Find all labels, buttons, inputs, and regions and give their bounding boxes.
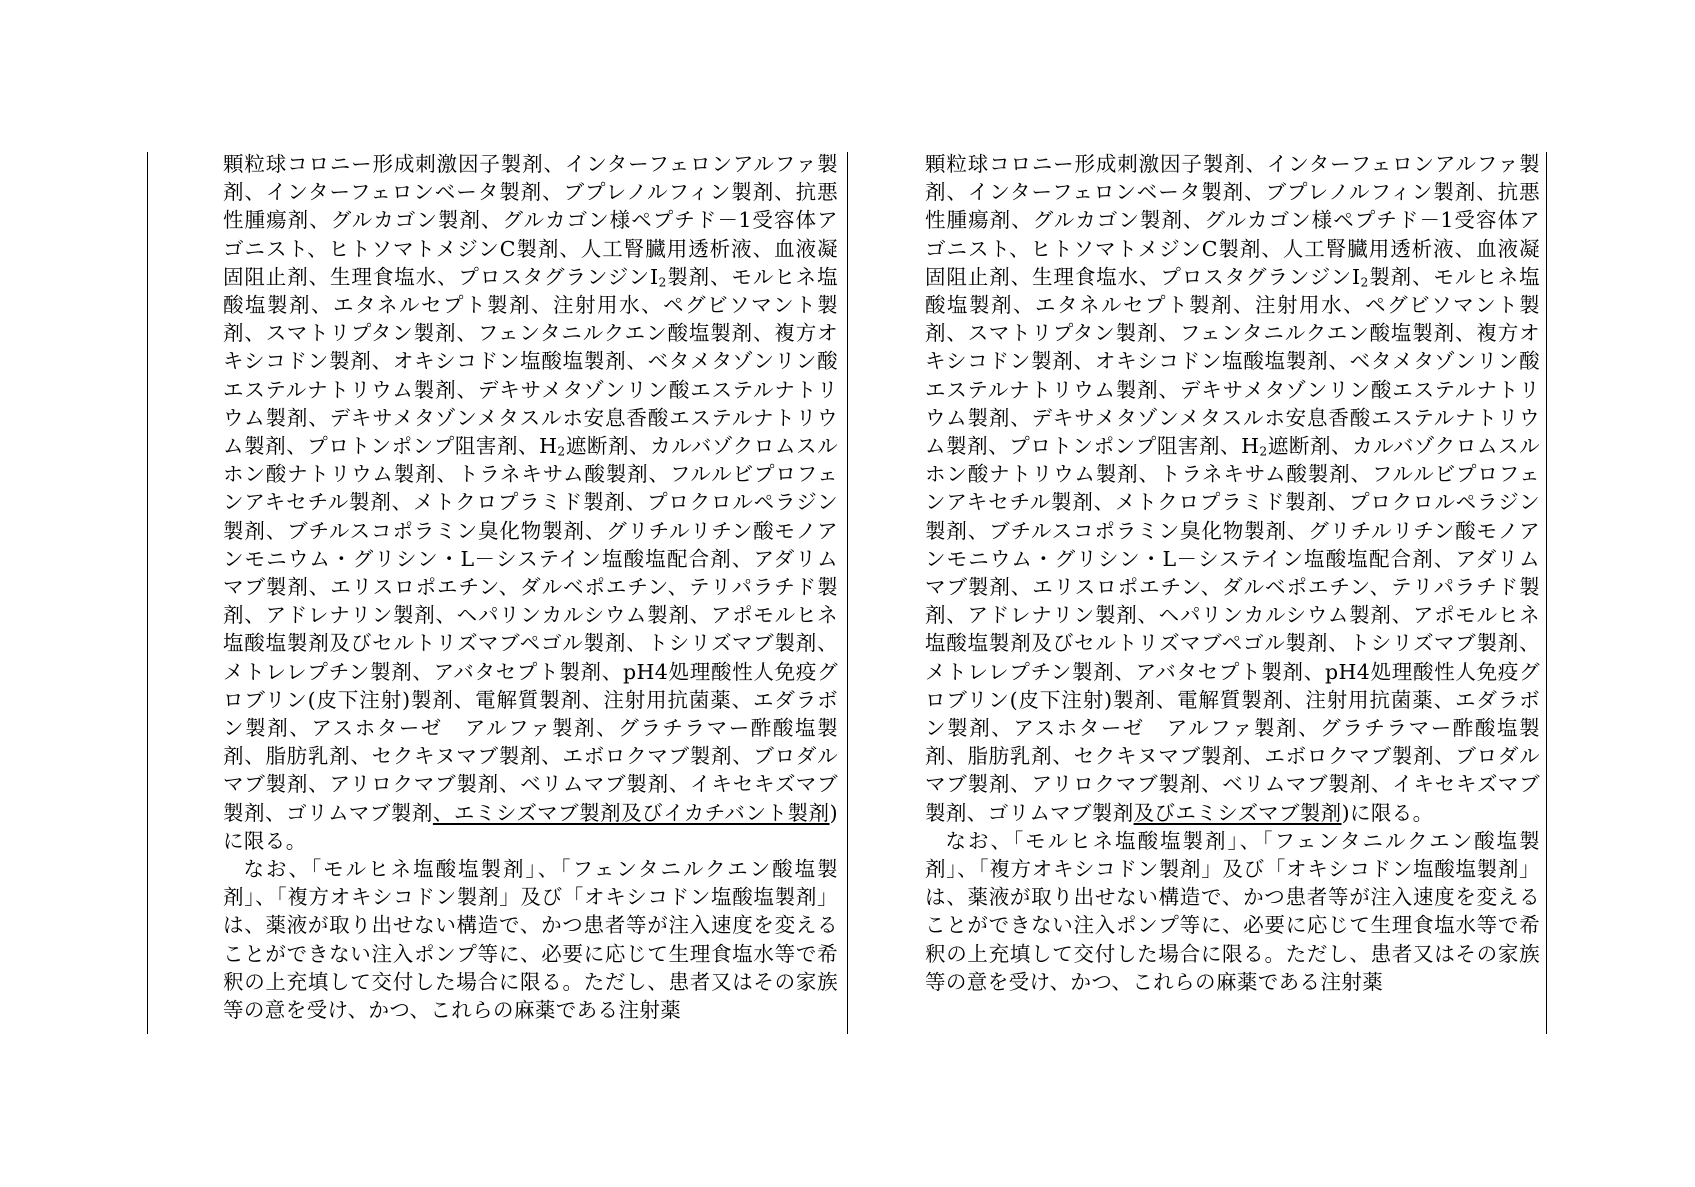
left-subscript-i2: 2 — [658, 275, 667, 290]
left-p1-segment-b: 製剤、モルヒネ塩酸塩製剤、エタネルセプト製剤、注射用水、ペグビソマント製剤、スマトリプタン製剤、フェンタニルクエン酸塩製剤、複方オキシコドン製剤、オキシコドン塩酸塩製剤、ベタメタゾンリン酸エステルナトリウム製剤、デキサメタゾンリン酸エステルナトリウム製剤、デキサメタゾンメタスルホ安息香酸エステルナトリウム製剤、プロトンポンプ阻害剤、H — [223, 264, 838, 459]
right-p1-segment-a: 顆粒球コロニー形成刺激因子製剤、インターフェロンアルファ製剤、インターフェロンベータ製剤、ブプレノルフィン製剤、抗悪性腫瘍剤、グルカゴン製剤、グルカゴン様ペプチド－1受容体アゴニスト、ヒトソマトメジンC製剤、人工腎臓用透析液、血液凝固阻止剤、生理食塩水、プロスタグランジンI — [925, 152, 1540, 289]
left-p1-segment-a: 顆粒球コロニー形成刺激因子製剤、インターフェロンアルファ製剤、インターフェロンベータ製剤、ブプレノルフィン製剤、抗悪性腫瘍剤、グルカゴン製剤、グルカゴン様ペプチド－1受容体アゴニスト、ヒトソマトメジンC製剤、人工腎臓用透析液、血液凝固阻止剤、生理食塩水、プロスタグランジンI — [223, 152, 838, 289]
left-paragraph-1 — [223, 150, 838, 855]
left-column-border-right — [847, 152, 848, 1034]
right-subscript-i2: 2 — [1360, 275, 1369, 290]
left-column-text — [223, 150, 838, 1024]
left-p1-segment-c: 遮断剤、カルバゾクロムスルホン酸ナトリウム製剤、トラネキサム酸製剤、フルルビプロフェンアキセチル製剤、メトクロプラミド製剤、プロクロルペラジン製剤、ブチルスコポラミン臭化物製剤、グリチルリチン酸モノアンモニウム・グリシン・L－システイン塩酸塩配合剤、アダリムマブ製剤、エリスロポエチン、ダルベポエチン、テリパラチド製剤、アドレナリン製剤、ヘパリンカルシウム製剤、アポモルヒネ塩酸塩製剤及びセルトリズマブペゴル製剤、トシリズマブ製剤、メトレレプチン製剤、アバタセプト製剤、pH4処理酸性人免疫グロブリン(皮下注射)製剤、電解質製剤、注射用抗菌薬、エダラボン製剤、アスホターゼ アルファ製剤、グラチラマー酢酸塩製剤、脂肪乳剤、セクキヌマブ製剤、エボロクマブ製剤、ブロダルマブ製剤、アリロクマブ製剤、ベリムマブ製剤、イキセキズマブ製剤、ゴリムマブ製剤 — [223, 434, 839, 825]
left-underlined-amendment: 、エミシズマブ製剤及びイカチバント製剤 — [432, 800, 830, 825]
right-p1-segment-c: 遮断剤、カルバゾクロムスルホン酸ナトリウム製剤、トラネキサム酸製剤、フルルビプロフェンアキセチル製剤、メトクロプラミド製剤、プロクロルペラジン製剤、ブチルスコポラミン臭化物製剤、グリチルリチン酸モノアンモニウム・グリシン・L－システイン塩酸塩配合剤、アダリムマブ製剤、エリスロポエチン、ダルベポエチン、テリパラチド製剤、アドレナリン製剤、ヘパリンカルシウム製剤、アポモルヒネ塩酸塩製剤及びセルトリズマブペゴル製剤、トシリズマブ製剤、メトレレプチン製剤、アバタセプト製剤、pH4処理酸性人免疫グロブリン(皮下注射)製剤、電解質製剤、注射用抗菌薬、エダラボン製剤、アスホターゼ アルファ製剤、グラチラマー酢酸塩製剤、脂肪乳剤、セクキヌマブ製剤、エボロクマブ製剤、ブロダルマブ製剤、アリロクマブ製剤、ベリムマブ製剤、イキセキズマブ製剤、ゴリムマブ製剤 — [925, 434, 1541, 825]
left-subscript-h2: 2 — [557, 444, 566, 459]
left-column-border-left — [147, 152, 148, 1034]
right-underlined-amendment: 及びエミシズマブ製剤 — [1133, 800, 1342, 825]
right-column-border-right — [1546, 152, 1547, 1034]
right-p1-segment-b: 製剤、モルヒネ塩酸塩製剤、エタネルセプト製剤、注射用水、ペグビソマント製剤、スマトリプタン製剤、フェンタニルクエン酸塩製剤、複方オキシコドン製剤、オキシコドン塩酸塩製剤、ベタメタゾンリン酸エステルナトリウム製剤、デキサメタゾンリン酸エステルナトリウム製剤、デキサメタゾンメタスルホ安息香酸エステルナトリウム製剤、プロトンポンプ阻害剤、H — [925, 264, 1540, 459]
right-column-text — [925, 150, 1540, 996]
left-p1-tail: )に限る。 — [223, 800, 838, 853]
right-subscript-h2: 2 — [1259, 444, 1268, 459]
right-p1-tail: )に限る。 — [1341, 800, 1434, 825]
right-paragraph-2: なお、「モルヒネ塩酸塩製剤」、「フェンタニルクエン酸塩製剤」、「複方オキシコドン製剤」及び「オキシコドン塩酸塩製剤」は、薬液が取り出せない構造で、かつ患者等が注入速度を変えることができない注入ポンプ等に、必要に応じて生理食塩水等で希釈の上充填して交付した場合に限る。ただし、患者又はその家族等の意を受け、かつ、これらの麻薬である注射薬 — [925, 828, 1540, 994]
right-paragraph-1 — [925, 150, 1540, 827]
left-paragraph-2: なお、「モルヒネ塩酸塩製剤」、「フェンタニルクエン酸塩製剤」、「複方オキシコドン製剤」及び「オキシコドン塩酸塩製剤」は、薬液が取り出せない構造で、かつ患者等が注入速度を変えることができない注入ポンプ等に、必要に応じて生理食塩水等で希釈の上充填して交付した場合に限る。ただし、患者又はその家族等の意を受け、かつ、これらの麻薬である注射薬 — [223, 857, 838, 1023]
